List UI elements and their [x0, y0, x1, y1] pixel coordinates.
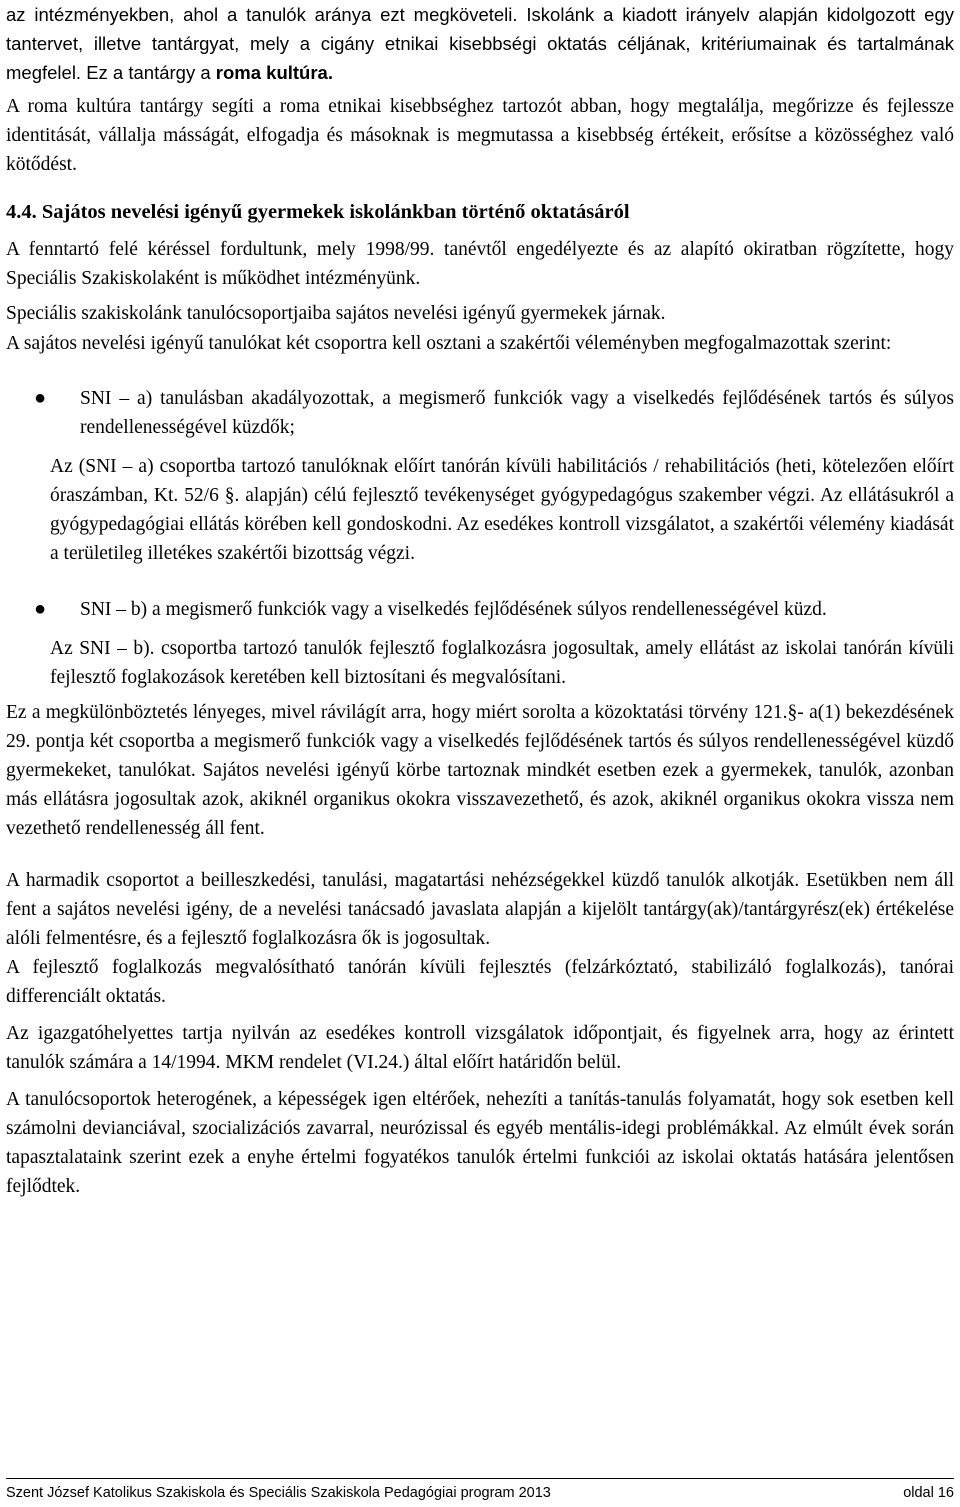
paragraph-deputy-head: Az igazgatóhelyettes tartja nyilván az esedékes kontroll vizsgálatok időpontjait, és figyelnek arra, hogy az érintett tanulók számára a 14/1994. MKM rendelet (VI.24.) által előírt határidőn belül. [6, 1023, 954, 1073]
bullet-sni-a [6, 384, 954, 442]
bullet-sni-b [6, 595, 954, 624]
bullet-icon: ● [34, 387, 47, 409]
paragraph-distinction: Ez a megkülönböztetés lényeges, mivel rávilágít arra, hogy miért sorolta a közoktatási törvény 121.§- a(1) bekezdésének 29. pontja két csoportba a megismerő funkciók vagy a viselkedés fejlődésének tartós és súlyos rendellenességével küzdő gyermekeket, tanulókat. Sajátos nevelési igényű körbe tartoznak mindkét esetben ezek a gyermekek, tanulók, azonban más ellátásra jogosultak azok, akiknél organikus okokra visszavezethető, és azok, akiknél organikus okokra vissza nem vezethető rendellenesség áll fent. [6, 702, 954, 839]
footer-school-name: Szent József Katolikus Szakiskola és Speciális Szakiskola Pedagógiai program 2013 [6, 1485, 551, 1501]
paragraph-special-school: Speciális szakiskolánk tanulócsoportjaiba sajátos nevelési igényű gyermekek járnak. [6, 303, 666, 324]
paragraph-third-group: A harmadik csoportot a beilleszkedési, tanulási, magatartási nehézségekkel küzdő tanulók alkotják. Esetükben nem áll fent a sajátos nevelési igény, de a nevelési tanácsadó javaslata alapján a kijelölt tantárgy(ak)/tantárgyrész(ek) értékelése alóli felmentésre, és a fejlesztő foglalkozásra ők is jogosultak. [6, 870, 954, 949]
footer-page-number: oldal 16 [903, 1485, 954, 1501]
document-page [6, 0, 954, 1201]
paragraph-roma-culture-subject: A roma kultúra tantárgy segíti a roma etnikai kisebbséghez tartozót abban, hogy megtalálja, megőrizze és fejlessze identitását, vállalja másságát, elfogadja és másoknak is megmutassa a kisebbség értékeit, erősítse a közösséghez való kötődést. [6, 96, 954, 175]
paragraph-two-groups: A sajátos nevelési igényű tanulókat két csoportra kell osztani a szakértői véleményben megfogalmazottak szerint: [6, 333, 892, 354]
paragraph-development-session: A fejlesztő foglalkozás megvalósítható tanórán kívüli fejlesztés (felzárkóztató, stabilizáló foglalkozás), tanórai differenciált oktatás. [6, 957, 954, 1007]
paragraph-roma-curriculum: az intézményekben, ahol a tanulók aránya ezt megköveteli. Iskolánk a kiadott irányelv alapján kidolgozott egy tantervet, illetve tantárgyat, mely a cigány etnikai kisebbségi oktatás céljának, kritériumainak és tartalmának megfelel. Ez a tantárgy a roma kultúra. [6, 4, 954, 83]
paragraph-sni-b-details: Az SNI – b). csoportba tartozó tanulók fejlesztő foglalkozásra jogosultak, amely ellátást az iskolai tanórán kívüli fejlesztő foglakozások keretében kell biztosítani és megvalósítani. [50, 638, 954, 688]
paragraph-maintainer: A fenntartó felé kéréssel fordultunk, mely 1998/99. tanévtől engedélyezte és az alapító okiratban rögzítette, hogy Speciális Szakiskolaként is működhet intézményünk. [6, 239, 954, 289]
page-footer [6, 1478, 954, 1503]
paragraph-sni-a-details: Az (SNI – a) csoportba tartozó tanulóknak előírt tanórán kívüli habilitációs / rehabilitációs (heti, kötelezően előírt óraszámban, Kt. 52/6 §. alapján) célú fejlesztő tevékenységet gyógypedagógus szakember végzi. Az ellátásukról a gyógypedagógiai ellátás körében kell gondoskodni. Az esedékes kontroll vizsgálatot, a szakértői vélemény kiadását a területileg illetékes szakértői bizottság végzi. [50, 456, 954, 564]
paragraph-heterogeneous-groups: A tanulócsoportok heterogének, a képességek igen eltérőek, nehezíti a tanítás-tanulás folyamatát, hogy sok esetben kell számolni devianciával, szocializációs zavarral, neurózissal és egyéb mentális-idegi problémákkal. Az elmúlt évek során tapasztalataink szerint ezek a enyhe értelmi fogyatékos tanulók értelmi funkciói az iskolai oktatás hatására jelentősen fejlődtek. [6, 1089, 954, 1197]
bullet-sni-a-text: SNI – a) tanulásban akadályozottak, a megismerő funkciók vagy a viselkedés fejlődésének tartós és súlyos rendellenességével küzdők; [80, 388, 954, 438]
bullet-sni-b-text: SNI – b) a megismerő funkciók vagy a viselkedés fejlődésének súlyos rendellenességével küzd. [80, 599, 827, 620]
bullet-icon: ● [34, 598, 47, 620]
bold-roma-kultura: roma kultúra [215, 62, 328, 83]
section-heading: 4.4. Sajátos nevelési igényű gyermekek iskolánkban történő oktatásáról [6, 201, 630, 223]
